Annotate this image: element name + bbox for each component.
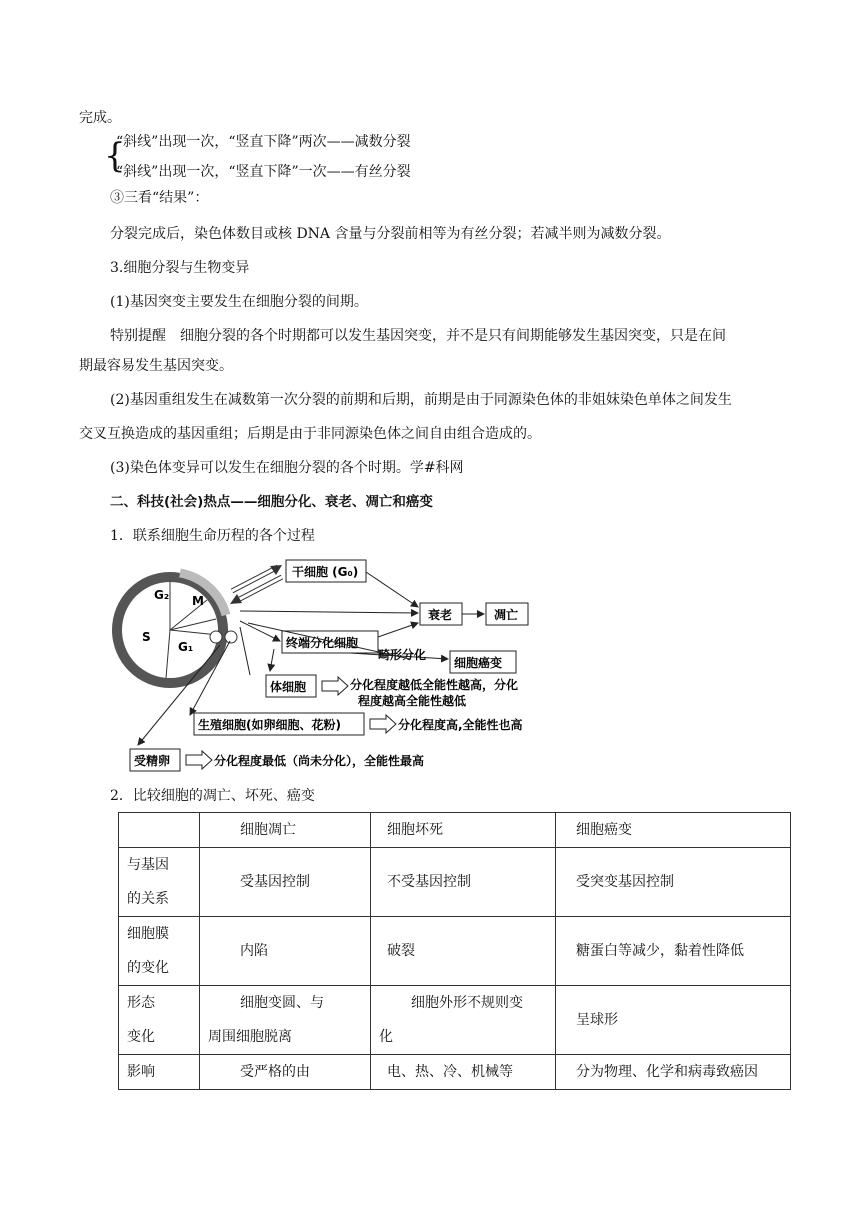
- label-g1: G₁: [178, 640, 194, 654]
- text-line: 特别提醒 细胞分裂的各个时期都可以发生基因突变，并不是只有间期能够发生基因突变，只是在间: [110, 328, 726, 344]
- zygote-note: 分化程度最低（尚未分化），全能性最高: [214, 754, 425, 768]
- somatic-box: 体细胞: [270, 680, 307, 694]
- row-label: 影响: [119, 1055, 200, 1090]
- table-header-cell: 细胞癌变: [556, 813, 791, 848]
- table-cell: 电、热、冷、机械等: [371, 1055, 556, 1090]
- table-cell: 糖蛋白等减少，黏着性降低: [556, 917, 791, 986]
- aging-box: 衰老: [428, 608, 453, 622]
- table-cell: 不受基因控制: [371, 848, 556, 917]
- table-cell: 破裂: [371, 917, 556, 986]
- table-cell: 内陷: [200, 917, 371, 986]
- text-line: (3)染色体变异可以发生在细胞分裂的各个时期。学#科网: [110, 460, 464, 476]
- cancer-box: 细胞癌变: [454, 656, 503, 670]
- comparison-table: [118, 812, 791, 1090]
- row-label: 与基因 的关系: [119, 848, 200, 917]
- text-line: (2)基因重组发生在减数第一次分裂的前期和后期，前期是由于同源染色体的非姐妹染色单体之间发生: [110, 392, 732, 408]
- table-row: [119, 917, 791, 986]
- text-line: 分裂完成后，染色体数目或核 DNA 含量与分裂前相等为有丝分裂；若减半则为减数分裂。: [110, 226, 671, 242]
- table-cell: 呈球形: [556, 986, 791, 1055]
- germ-cell-box: 生殖细胞(如卵细胞、花粉): [198, 718, 341, 732]
- germ-note: 分化程度高,全能性也高: [398, 718, 523, 732]
- table-row: [119, 848, 791, 917]
- stem-cell-box: 干细胞 (G₀): [292, 565, 359, 579]
- text-line: “斜线”出现一次，“竖直下降”一次——有丝分裂: [116, 164, 411, 180]
- table-cell: 受严格的由: [200, 1055, 371, 1090]
- table-row: [119, 1055, 791, 1090]
- label-g2: G₂: [154, 588, 170, 602]
- table-header-cell: 细胞坏死: [371, 813, 556, 848]
- text-line: 完成。: [79, 110, 121, 126]
- section-heading: 二、科技(社会)热点——细胞分化、衰老、凋亡和癌变: [110, 494, 433, 510]
- subsection-title: 2．比较细胞的凋亡、坏死、癌变: [110, 788, 315, 804]
- table-header-cell: [119, 813, 200, 848]
- text-line: 期最容易发生基因突变。: [79, 358, 233, 374]
- zygote-box: 受精卵: [134, 754, 171, 768]
- cell-cycle-ring: [112, 572, 228, 688]
- text-line: ③三看“结果”：: [110, 190, 209, 206]
- abnormal-label: 畸形分化: [378, 648, 427, 662]
- table-cell: 分为物理、化学和病毒致癌因: [556, 1055, 791, 1090]
- table-cell: 细胞变圆、与 周围细胞脱离: [200, 986, 371, 1055]
- table-row: [119, 986, 791, 1055]
- table-header-cell: 细胞凋亡: [200, 813, 371, 848]
- table-cell: 细胞外形不规则变 化: [371, 986, 556, 1055]
- cell-life-diagram: [110, 555, 570, 780]
- subsection-title: 1．联系细胞生命历程的各个过程: [110, 528, 315, 544]
- text-line: 交叉互换造成的基因重组；后期是由于非同源染色体之间自由组合造成的。: [79, 426, 541, 442]
- table-header-row: [119, 813, 791, 848]
- label-s: S: [142, 630, 151, 644]
- somatic-note-1: 分化程度越低全能性越高，分化: [350, 678, 519, 692]
- table-cell: 受基因控制: [200, 848, 371, 917]
- label-m: M: [192, 594, 204, 608]
- text-line: “斜线”出现一次，“竖直下降”两次——减数分裂: [116, 134, 411, 150]
- terminal-cell-box: 终端分化细胞: [286, 636, 359, 650]
- somatic-note-2: 程度越高全能性越低: [358, 694, 467, 708]
- text-line: (1)基因突变主要发生在细胞分裂的间期。: [110, 294, 368, 310]
- table-cell: 受突变基因控制: [556, 848, 791, 917]
- brace: {: [104, 136, 126, 176]
- apoptosis-box: 凋亡: [494, 608, 519, 622]
- row-label: 细胞膜 的变化: [119, 917, 200, 986]
- row-label: 形态 变化: [119, 986, 200, 1055]
- section-title: 3.细胞分裂与生物变异: [110, 260, 250, 276]
